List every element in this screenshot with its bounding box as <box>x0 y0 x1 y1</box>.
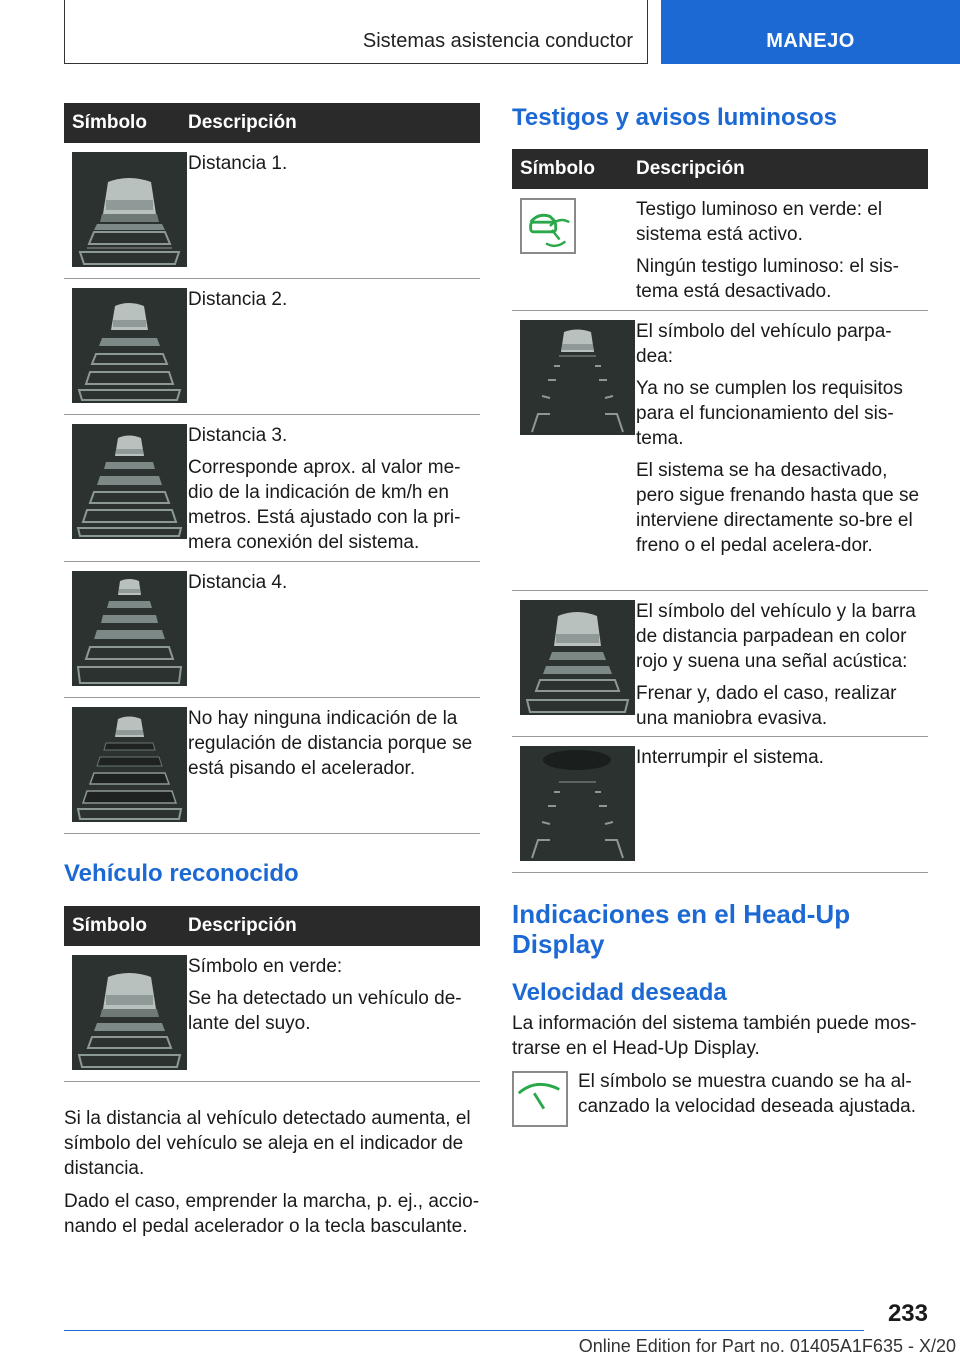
desired-speed-icon <box>512 1071 568 1127</box>
header-title-box <box>64 0 648 64</box>
table-row <box>64 698 480 834</box>
col-symbol: Símbolo <box>520 158 595 179</box>
header-chapter-tab[interactable] <box>661 0 960 64</box>
hud-symbol-text: El símbolo se muestra cuando se ha al-canzado la velocidad deseada ajustada. <box>578 1071 917 1117</box>
row-text: Distancia 2. <box>188 289 288 310</box>
distance-4-icon <box>72 571 187 686</box>
row-text: No hay ninguna indicación de la regulación de distancia porque se está pisando el acelerador. <box>188 708 473 779</box>
col-symbol: Símbolo <box>72 915 147 936</box>
vehicle-table-header <box>64 906 480 946</box>
row-text: El símbolo del vehículo y la barra de distancia parpadean en color rojo y suena una señal acústica: <box>636 601 916 672</box>
col-description: Descripción <box>636 158 745 179</box>
footer-edition: Online Edition for Part no. 01405A1F635 - X/20 <box>578 1336 956 1356</box>
page-number: 233 <box>887 1300 928 1327</box>
row-text: Se ha detectado un vehículo de-lante del suyo. <box>188 988 462 1034</box>
body-paragraph: Si la distancia al vehículo detectado aumenta, el símbolo del vehículo se aleja en el indicador de distancia. <box>64 1108 471 1179</box>
table-row <box>64 562 480 698</box>
row-text: Ningún testigo luminoso: el sis-tema está desactivado. <box>636 256 899 302</box>
distance-3-icon <box>72 424 187 539</box>
hud-symbol-row <box>512 1069 928 1127</box>
row-text: El sistema se ha desactivado, pero sigue frenando hasta que se interviene directamente so-bre el freno o el pedal acelera-dor. <box>636 460 920 556</box>
row-text: Interrumpir el sistema. <box>636 747 824 768</box>
table-row <box>64 143 480 279</box>
vehicle-detected-icon <box>72 955 187 1070</box>
table-row <box>64 946 480 1082</box>
col-description: Descripción <box>188 915 297 936</box>
table-row <box>512 591 928 737</box>
row-text: Distancia 3. <box>188 425 288 446</box>
no-regulation-icon <box>72 707 187 822</box>
row-text: Distancia 1. <box>188 153 288 174</box>
distance-1-icon <box>72 152 187 267</box>
table-row <box>512 189 928 311</box>
row-text: Símbolo en verde: <box>188 956 343 977</box>
col-description: Descripción <box>188 112 297 133</box>
system-interrupted-icon <box>520 746 635 861</box>
header-title: Sistemas asistencia conductor <box>362 30 633 52</box>
row-text: Ya no se cumplen los requisitos para el funcionamiento del sis-tema. <box>636 378 903 449</box>
row-text: Testigo luminoso en verde: el sistema está activo. <box>636 199 883 245</box>
table-row <box>64 279 480 415</box>
table-row <box>512 311 928 591</box>
col-symbol: Símbolo <box>72 112 147 133</box>
right-column <box>512 103 928 1127</box>
distance-table-header <box>64 103 480 143</box>
subsection-title-speed: Velocidad deseada <box>512 979 727 1006</box>
section-title-hud: Indicaciones en el Head-Up Display <box>512 899 851 959</box>
section-title-vehicle: Vehículo reconocido <box>64 860 299 887</box>
table-row <box>512 737 928 873</box>
green-indicator-icon <box>520 198 576 254</box>
row-text: Distancia 4. <box>188 572 288 593</box>
row-text: Corresponde aprox. al valor me-dio de la indicación de km/h en metros. Está ajustado con la pri-mera conexión del sistema. <box>188 457 461 553</box>
row-text: Frenar y, dado el caso, realizar una maniobra evasiva. <box>636 683 897 729</box>
row-text: El símbolo del vehículo parpa-dea: <box>636 321 892 367</box>
distance-2-icon <box>72 288 187 403</box>
footer-divider <box>64 1330 864 1331</box>
left-column <box>64 103 480 1247</box>
body-paragraph: Dado el caso, emprender la marcha, p. ej., accio-nando el pedal acelerador o la tecla basculante. <box>64 1191 480 1237</box>
body-paragraph: La información del sistema también puede mos-trarse en el Head-Up Display. <box>512 1013 917 1059</box>
table-row <box>64 415 480 562</box>
section-title-warnings: Testigos y avisos luminosos <box>512 104 837 131</box>
vehicle-bar-red-icon <box>520 600 635 715</box>
vehicle-flashing-icon <box>520 320 635 435</box>
warnings-table-header <box>512 149 928 189</box>
header-chapter: MANEJO <box>766 30 855 52</box>
